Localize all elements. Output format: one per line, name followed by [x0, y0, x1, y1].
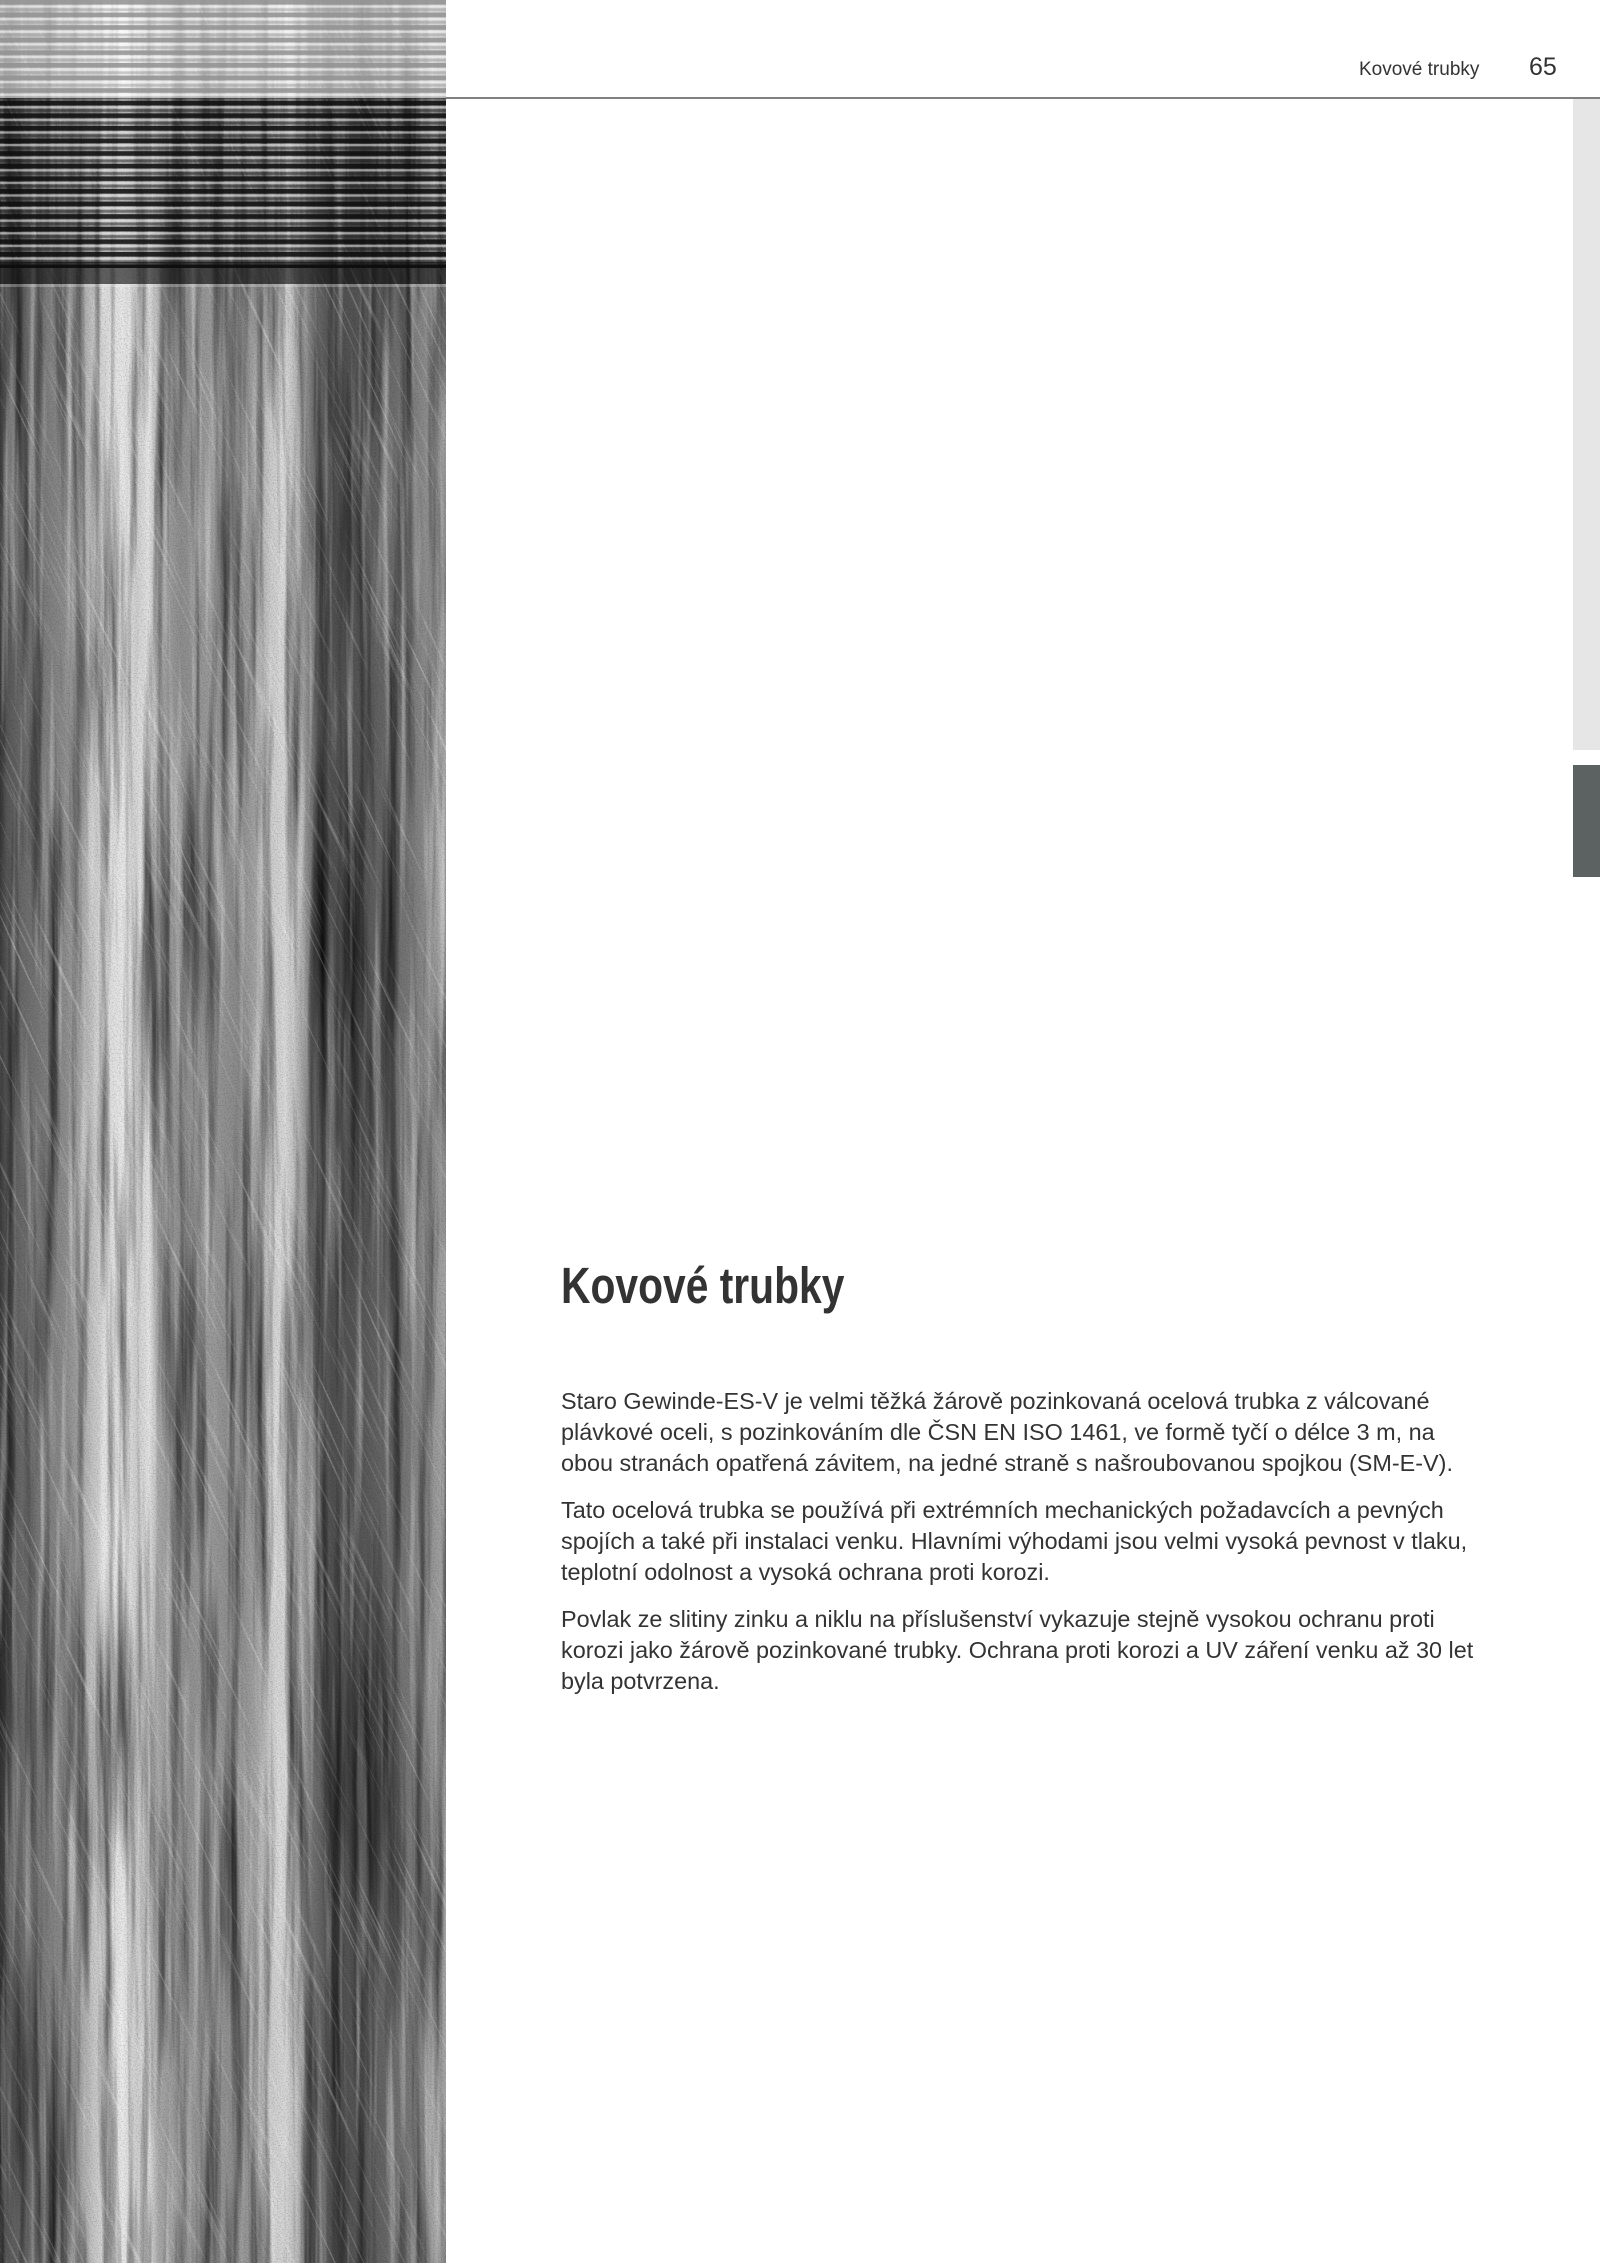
pipe-photo-graphic: [0, 0, 446, 2263]
body-paragraph: [561, 1495, 1541, 1588]
body-line: spojích a také při instalaci venku. Hlavními výhodami jsou velmi vysoká pevnost v tlaku,: [561, 1528, 1468, 1554]
body-paragraph: [561, 1604, 1541, 1697]
header-rule: [446, 97, 1600, 99]
body-line: Povlak ze slitiny zinku a niklu na příslušenství vykazuje stejně vysokou ochranu proti: [561, 1606, 1435, 1632]
pipe-surface-texture: [0, 0, 446, 2263]
body-line: Tato ocelová trubka se používá při extrémních mechanických požadavcích a pevných: [561, 1497, 1444, 1523]
body-line: byla potvrzena.: [561, 1668, 720, 1694]
page-number: 65: [1529, 53, 1557, 81]
photo-top-fade: [0, 0, 446, 98]
body-paragraph: [561, 1386, 1541, 1479]
side-bar: [1573, 99, 1600, 750]
body-line: plávkové oceli, s pozinkováním dle ČSN EN ISO 1461, ve formě tyčí o délce 3 m, na: [561, 1419, 1435, 1445]
body-line: Staro Gewinde-ES-V je velmi těžká žárově pozinkovaná ocelová trubka z válcované: [561, 1388, 1430, 1414]
chapter-tab: [1573, 765, 1600, 877]
body-line: korozi jako žárově pozinkované trubky. Ochrana proti korozi a UV záření venku až 30 let: [561, 1637, 1474, 1663]
running-header-title: Kovové trubky: [1359, 59, 1480, 80]
article-body: [561, 1386, 1541, 1713]
body-line: teplotní odolnost a vysoká ochrana proti korozi.: [561, 1559, 1050, 1585]
article-title: Kovové trubky: [561, 1257, 845, 1314]
body-line: obou stranách opatřená závitem, na jedné straně s našroubovanou spojkou (SM-E-V).: [561, 1450, 1453, 1476]
pipe-photo: [0, 0, 446, 2263]
